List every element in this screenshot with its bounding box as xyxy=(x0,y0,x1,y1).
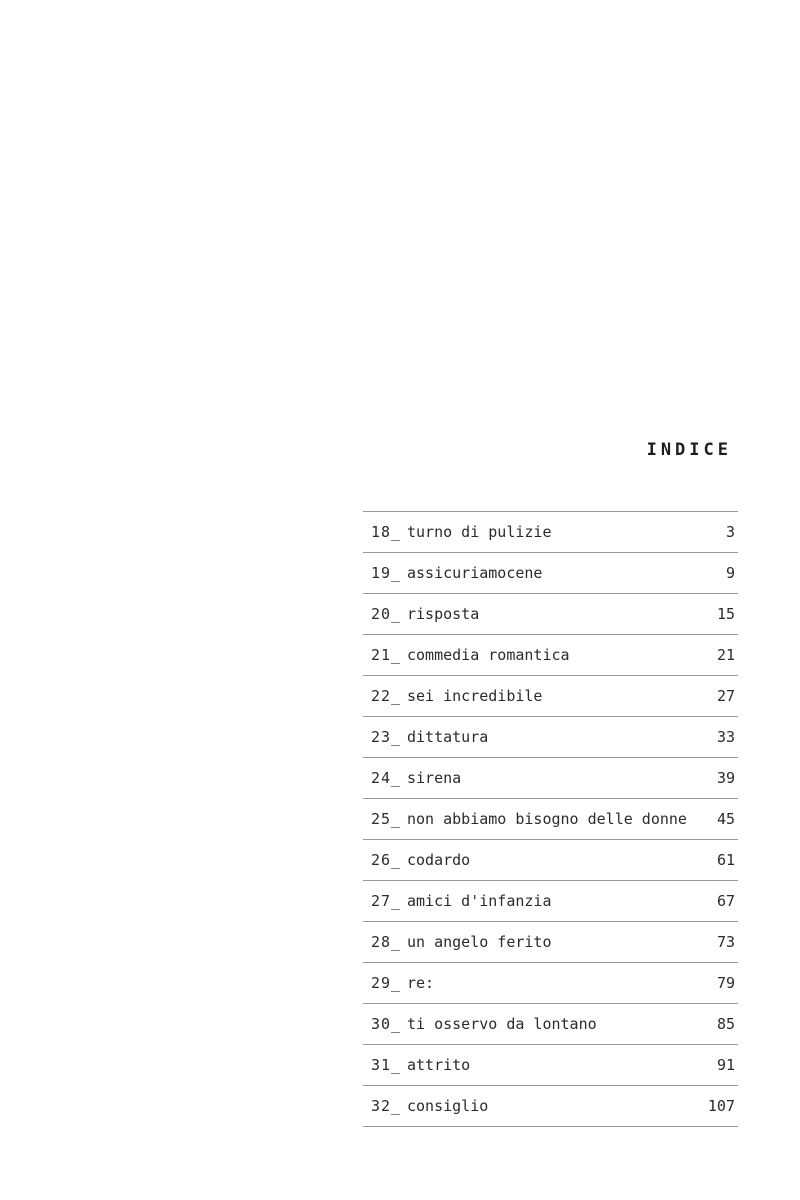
toc-entry xyxy=(363,1086,738,1127)
toc-entry xyxy=(363,717,738,758)
chapter-number: 32_ xyxy=(371,1097,402,1115)
toc-entry xyxy=(363,1004,738,1045)
chapter-title: commedia romantica xyxy=(407,646,570,664)
chapter-number: 27_ xyxy=(371,892,402,910)
toc-entry xyxy=(363,676,738,717)
toc-entry xyxy=(363,553,738,594)
toc-entry xyxy=(363,963,738,1004)
toc-entry xyxy=(363,512,738,553)
toc-entry xyxy=(363,881,738,922)
chapter-number: 19_ xyxy=(371,564,402,582)
chapter-title: ti osservo da lontano xyxy=(407,1015,597,1033)
toc-entry xyxy=(363,635,738,676)
chapter-title: turno di pulizie xyxy=(407,523,552,541)
page-number: 67 xyxy=(716,892,735,910)
chapter-title: non abbiamo bisogno delle donne xyxy=(407,810,687,828)
page-number: 9 xyxy=(725,564,735,582)
chapter-number: 30_ xyxy=(371,1015,402,1033)
page-number: 61 xyxy=(716,851,735,869)
toc-entry xyxy=(363,758,738,799)
chapter-title: dittatura xyxy=(407,728,489,746)
chapter-number: 21_ xyxy=(371,646,402,664)
chapter-title: sei incredibile xyxy=(407,687,543,705)
chapter-title: un angelo ferito xyxy=(407,933,552,951)
chapter-title: assicuriamocene xyxy=(407,564,543,582)
page-number: 21 xyxy=(716,646,735,664)
page-number: 45 xyxy=(716,810,735,828)
page-number: 79 xyxy=(716,974,735,992)
page-number: 3 xyxy=(725,523,735,541)
chapter-number: 31_ xyxy=(371,1056,402,1074)
chapter-number: 29_ xyxy=(371,974,402,992)
toc-entry xyxy=(363,840,738,881)
chapter-number: 23_ xyxy=(371,728,402,746)
toc-entry xyxy=(363,799,738,840)
page-number: 15 xyxy=(716,605,735,623)
chapter-title: attrito xyxy=(407,1056,471,1074)
toc-list xyxy=(363,511,738,1127)
chapter-number: 26_ xyxy=(371,851,402,869)
page-number: 39 xyxy=(716,769,735,787)
chapter-number: 22_ xyxy=(371,687,402,705)
chapter-number: 24_ xyxy=(371,769,402,787)
page-number: 91 xyxy=(716,1056,735,1074)
chapter-number: 18_ xyxy=(371,523,402,541)
chapter-title: amici d'infanzia xyxy=(407,892,552,910)
page-number: 33 xyxy=(716,728,735,746)
toc-entry xyxy=(363,922,738,963)
toc-entry xyxy=(363,594,738,635)
page-number: 107 xyxy=(707,1097,735,1115)
toc-entry xyxy=(363,1045,738,1086)
chapter-title: risposta xyxy=(407,605,480,623)
page-number: 85 xyxy=(716,1015,735,1033)
page-number: 73 xyxy=(716,933,735,951)
chapter-title: sirena xyxy=(407,769,462,787)
toc-title: INDICE xyxy=(646,440,732,460)
chapter-title: re: xyxy=(407,974,435,992)
chapter-title: codardo xyxy=(407,851,471,869)
chapter-number: 28_ xyxy=(371,933,402,951)
chapter-number: 20_ xyxy=(371,605,402,623)
chapter-number: 25_ xyxy=(371,810,402,828)
page-number: 27 xyxy=(716,687,735,705)
chapter-title: consiglio xyxy=(407,1097,489,1115)
